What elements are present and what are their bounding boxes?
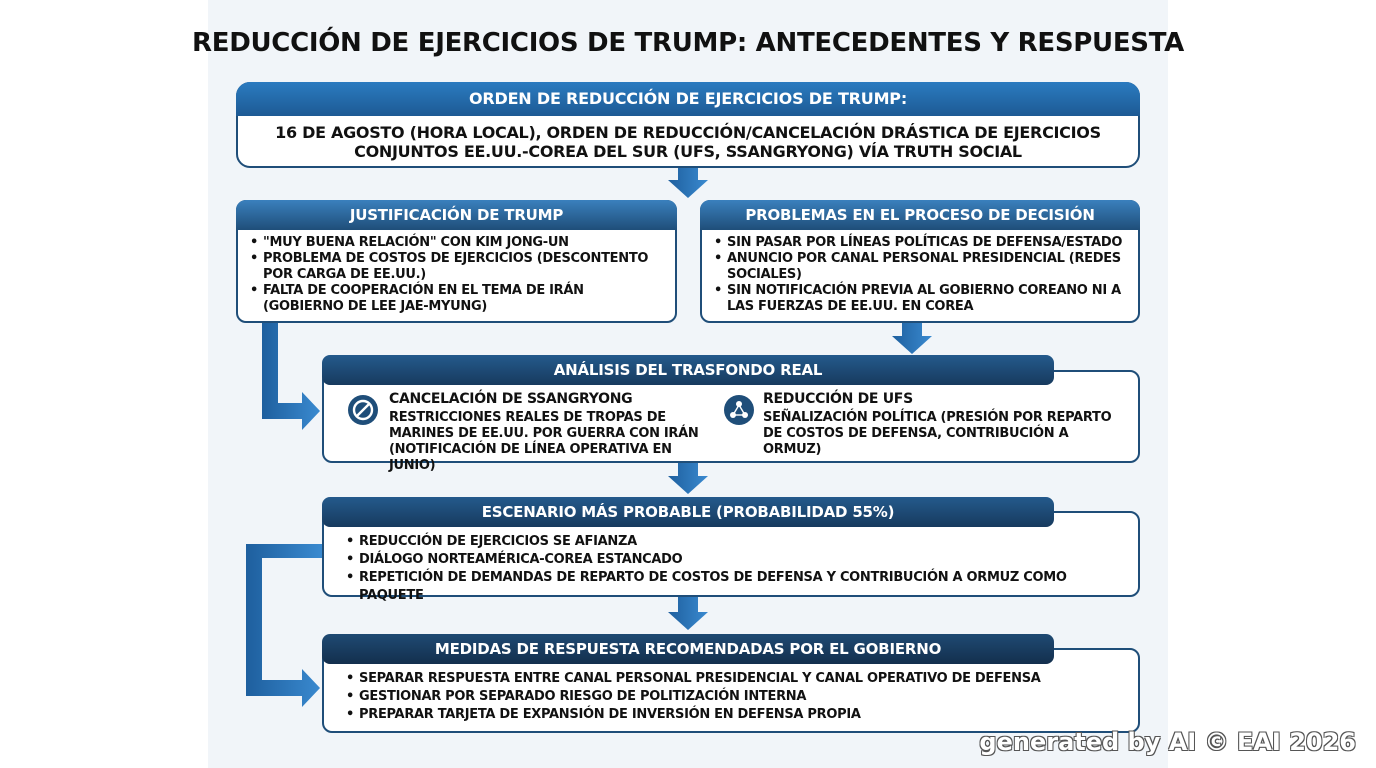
ufs-desc: SEÑALIZACIÓN POLÍTICA (PRESIÓN POR REPARTO DE COSTOS DE DEFENSA, CONTRIBUCIÓN A ORMUZ) <box>763 410 1112 457</box>
list-item: • DIÁLOGO NORTEAMÉRICA-COREA ESTANCADO <box>344 551 1134 569</box>
ufs-title: REDUCCIÓN DE UFS <box>763 391 913 407</box>
arrow-problems-down <box>892 322 932 354</box>
arrow-justification-elbow <box>262 322 320 430</box>
watermark: generated by AI © EAI 2026 <box>979 728 1356 756</box>
order-body <box>240 123 1136 161</box>
measures-list <box>344 670 1134 724</box>
scenario-list <box>344 533 1134 605</box>
list-item: • FALTA DE COOPERACIÓN EN EL TEMA DE IRÁN (GOBIERNO DE LEE JAE-MYUNG) <box>248 283 668 315</box>
order-line-2: CONJUNTOS EE.UU.-COREA DEL SUR (UFS, SSANGRYONG) VÍA TRUTH SOCIAL <box>354 142 1022 161</box>
list-item: • ANUNCIO POR CANAL PERSONAL PRESIDENCIAL (REDES SOCIALES) <box>712 251 1132 283</box>
analysis-header: ANÁLISIS DEL TRASFONDO REAL <box>322 355 1054 385</box>
list-item: • PROBLEMA DE COSTOS DE EJERCICIOS (DESCONTENTO POR CARGA DE EE.UU.) <box>248 251 668 283</box>
scenario-header: ESCENARIO MÁS PROBABLE (PROBABILIDAD 55%) <box>322 497 1054 527</box>
problems-list <box>712 235 1132 315</box>
ssangryong-desc: RESTRICCIONES REALES DE TROPAS DE MARINES DE EE.UU. POR GUERRA CON IRÁN (NOTIFICACIÓN DE LÍNEA OPERATIVA EN JUNIO) <box>389 410 699 473</box>
list-item: • GESTIONAR POR SEPARADO RIESGO DE POLITIZACIÓN INTERNA <box>344 688 1134 706</box>
justification-list <box>248 235 668 315</box>
problems-header: PROBLEMAS EN EL PROCESO DE DECISIÓN <box>700 200 1140 230</box>
list-item: • SIN PASAR POR LÍNEAS POLÍTICAS DE DEFENSA/ESTADO <box>712 235 1132 251</box>
order-line-1: 16 DE AGOSTO (HORA LOCAL), ORDEN DE REDUCCIÓN/CANCELACIÓN DRÁSTICA DE EJERCICIOS <box>275 123 1101 142</box>
arrow-side-loop <box>246 544 322 707</box>
justification-header: JUSTIFICACIÓN DE TRUMP <box>236 200 677 230</box>
measures-header: MEDIDAS DE RESPUESTA RECOMENDADAS POR EL GOBIERNO <box>322 634 1054 664</box>
prohibited-icon <box>348 395 378 425</box>
order-header: ORDEN DE REDUCCIÓN DE EJERCICIOS DE TRUMP: <box>236 82 1140 116</box>
page-title: REDUCCIÓN DE EJERCICIOS DE TRUMP: ANTECEDENTES Y RESPUESTA <box>192 28 1184 58</box>
list-item: • "MUY BUENA RELACIÓN" CON KIM JONG-UN <box>248 235 668 251</box>
list-item: • SIN NOTIFICACIÓN PREVIA AL GOBIERNO COREANO NI A LAS FUERZAS DE EE.UU. EN COREA <box>712 283 1132 315</box>
list-item: • PREPARAR TARJETA DE EXPANSIÓN DE INVERSIÓN EN DEFENSA PROPIA <box>344 706 1134 724</box>
network-people-icon <box>724 395 754 425</box>
list-item: • REPETICIÓN DE DEMANDAS DE REPARTO DE COSTOS DE DEFENSA Y CONTRIBUCIÓN A ORMUZ COMO PAQUETE <box>344 569 1134 605</box>
list-item: • REDUCCIÓN DE EJERCICIOS SE AFIANZA <box>344 533 1134 551</box>
list-item: • SEPARAR RESPUESTA ENTRE CANAL PERSONAL PRESIDENCIAL Y CANAL OPERATIVO DE DEFENSA <box>344 670 1134 688</box>
ssangryong-title: CANCELACIÓN DE SSANGRYONG <box>389 391 633 407</box>
arrow-order-down <box>668 166 708 198</box>
